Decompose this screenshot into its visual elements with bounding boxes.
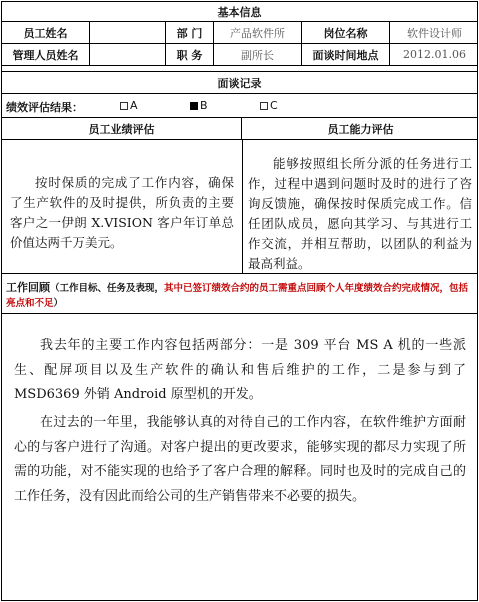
employee-name-value[interactable] xyxy=(90,22,166,43)
rating-option-c-label: C xyxy=(270,99,278,112)
department-label: 部 门 xyxy=(166,22,214,43)
work-review-note: （工作目标、任务及表现， xyxy=(50,283,165,294)
rating-option-b[interactable] xyxy=(190,99,208,112)
rating-option-c[interactable] xyxy=(260,99,278,112)
title-value[interactable]: 副所长 xyxy=(214,44,302,65)
work-review-heading xyxy=(6,280,474,311)
work-review-paragraph-2: 在过去的一年里，我能够认真的对待自己的工作内容，在软件维护方面耐心的与客户进行了沟通。对客户提出的更改要求，能够实现的都尽力实现了所需的功能，对不能实现的也给予了客户合理的解释。同时也及时的完成自己的工作任务，没有因此而给公司的生产销售带来不必要的损失。 xyxy=(14,415,466,504)
interview-time-label: 面谈时间地点 xyxy=(302,44,390,65)
ability-header: 员工能力评估 xyxy=(327,122,394,136)
manager-name-value[interactable] xyxy=(90,44,166,65)
work-review-paragraph-1: 我去年的主要工作内容包括两部分：一是 309 平台 MS A 机的一些派生、配屏项目以及生产软件的确认和售后维护的工作，二是参与到了 MSD6369 外销 Android 原型机的开发。 xyxy=(14,338,466,402)
checkbox-a-icon[interactable] xyxy=(120,102,128,110)
checkbox-b-checked-icon[interactable] xyxy=(190,102,198,110)
basic-info-title: 基本信息 xyxy=(217,5,262,19)
evaluation-content-row xyxy=(2,140,477,274)
employee-name-label: 员工姓名 xyxy=(2,22,90,43)
title-label: 职 务 xyxy=(166,44,214,65)
appraisal-form xyxy=(1,1,478,601)
performance-text: 按时保质的完成了工作内容，确保了生产软件的及时提供，所负责的主要客户之一伊朗 X.VISION 客户年订单总价值达两千万美元。 xyxy=(10,175,234,250)
work-review-title: 工作回顾 xyxy=(6,281,50,294)
manager-row xyxy=(2,44,477,66)
ability-text: 能够按照组长所分派的任务进行工作，过程中遇到问题时及时的进行了咨询反馈施，确保按时保质完成工作。信任团队成员，愿向其学习、与其进行工作交流，并相互帮助，以团队的利益为最高利益。 xyxy=(248,156,472,271)
rating-row xyxy=(2,94,477,118)
interview-time-value[interactable]: 2012.01.06 xyxy=(403,48,466,61)
column-divider xyxy=(242,140,243,273)
work-review-note-end: ） xyxy=(53,298,64,309)
checkbox-c-icon[interactable] xyxy=(260,102,268,110)
rating-option-a[interactable] xyxy=(120,99,138,112)
manager-name-label: 管理人员姓名 xyxy=(2,44,90,65)
rating-option-b-label: B xyxy=(200,99,208,112)
rating-label: 绩效评估结果： xyxy=(6,101,83,114)
work-review-body xyxy=(2,314,477,600)
work-review-note-highlight: 其中已签订绩效合约的员工需重点回顾个人年度绩效合约完成情况，包括亮点和不足 xyxy=(6,283,469,309)
basic-info-header-row xyxy=(2,2,477,22)
work-review-header-row xyxy=(2,274,477,314)
employee-row xyxy=(2,22,477,44)
rating-option-a-label: A xyxy=(130,99,138,112)
interview-record-title: 面谈记录 xyxy=(217,76,262,90)
position-value[interactable]: 软件设计师 xyxy=(407,26,462,40)
interview-header-row xyxy=(2,72,477,94)
performance-header: 员工业绩评估 xyxy=(2,118,242,139)
department-value[interactable]: 产品软件所 xyxy=(214,22,302,43)
position-label: 岗位名称 xyxy=(302,22,390,43)
evaluation-header-row xyxy=(2,118,477,140)
